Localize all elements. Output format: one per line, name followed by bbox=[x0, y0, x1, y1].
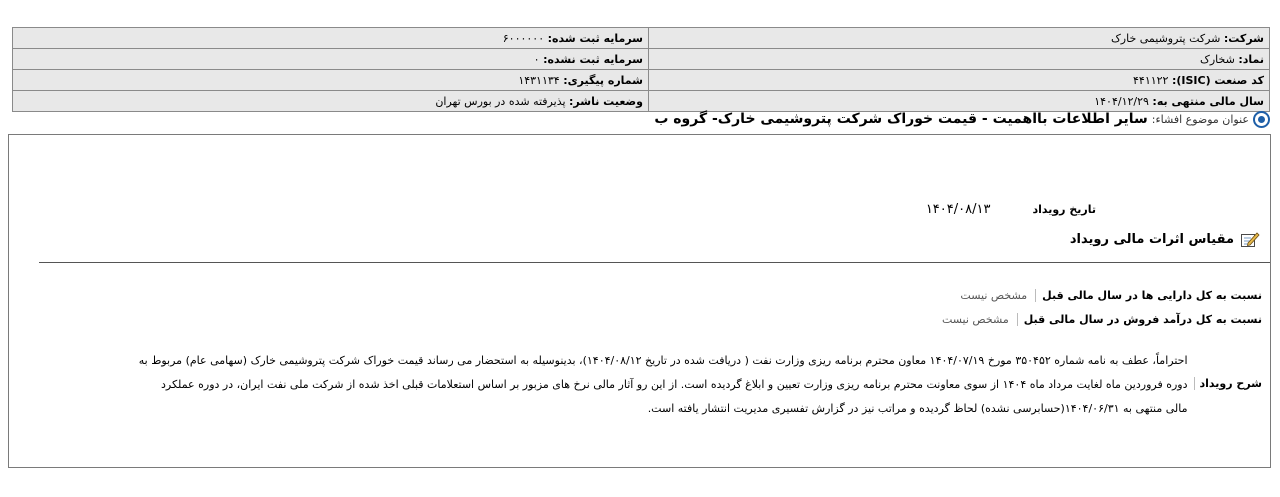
info-cell-unregistered-capital bbox=[13, 49, 649, 70]
info-cell-tracking bbox=[13, 70, 649, 91]
financial-impact-header bbox=[1070, 231, 1260, 248]
description-label: شرح رویداد bbox=[1194, 377, 1263, 390]
info-cell-isic bbox=[649, 70, 1270, 91]
fiscal-year-end: ۱۴۰۴/۱۲/۲۹ bbox=[1094, 94, 1149, 108]
info-cell-symbol bbox=[649, 49, 1270, 70]
isic-code: ۴۴۱۱۲۲ bbox=[1133, 73, 1169, 87]
event-panel bbox=[8, 134, 1271, 468]
info-label: شماره پیگیری: bbox=[563, 73, 643, 87]
target-icon bbox=[1253, 111, 1270, 128]
event-date-label: تاریخ رویداد bbox=[1032, 203, 1096, 216]
publisher-status: پذیرفته شده در بورس تهران bbox=[435, 94, 566, 108]
event-date-row bbox=[926, 202, 1096, 217]
subject-title: سایر اطلاعات بااهمیت - قیمت خوراک شرکت پتروشیمی خارک- گروه ب bbox=[654, 111, 1148, 127]
ratio-row-revenue bbox=[942, 313, 1262, 326]
info-label: سرمایه ثبت شده: bbox=[547, 31, 643, 45]
description-text: احتراماً، عطف به نامه شماره ۳۵۰۴۵۲ مورخ ۱۴۰۴/۰۷/۱۹ معاون محترم برنامه ریزی وزارت نفت ( دریافت شده در تاریخ ۱۴۰۴/۰۸/۱۲)، بدینوسیله به استحضار می رساند قیمت خوراک شرکت پتروشیمی خارک (سهامی عام) مربوط به دوره فروردین ماه لغایت مرداد ماه ۱۴۰۴ از سوی معاونت محترم برنامه ریزی وزارت تعیین و ابلاغ گردیده است. از این رو آثار مالی نرخ های مزبور بر اساس استعلامات قبلی اخذ شده از شرکت ملی نفت ایران، در دوره عملکرد مالی منتهی به ۱۴۰۴/۰۶/۳۱(حسابرسی نشده) لحاظ گردیده و مراتب نیز در گزارش تفسیری مدیریت انتشار یافته است. bbox=[138, 354, 1188, 415]
ratio-label: نسبت به کل دارایی ها در سال مالی قبل bbox=[1035, 289, 1262, 302]
ratio-value: مشخص نیست bbox=[960, 289, 1028, 302]
info-label: نماد: bbox=[1238, 52, 1264, 66]
event-description-row bbox=[137, 349, 1262, 421]
company-name: شرکت پتروشیمی خارک bbox=[1110, 31, 1221, 45]
section-divider bbox=[39, 262, 1270, 263]
ratio-row-assets bbox=[960, 289, 1262, 302]
subject-label: عنوان موضوع افشاء: bbox=[1151, 112, 1249, 126]
info-row bbox=[13, 28, 1270, 49]
info-row bbox=[13, 70, 1270, 91]
event-date-value: ۱۴۰۴/۰۸/۱۳ bbox=[925, 202, 991, 217]
info-label: کد صنعت (ISIC): bbox=[1171, 73, 1264, 87]
tracking-number: ۱۴۳۱۱۳۴ bbox=[518, 73, 560, 87]
ratio-label: نسبت به کل درآمد فروش در سال مالی قبل bbox=[1017, 313, 1262, 326]
section-title: مقیاس اثرات مالی رویداد bbox=[1069, 232, 1234, 247]
registered-capital: ۶۰۰۰۰۰۰ bbox=[502, 31, 545, 45]
info-label: شرکت: bbox=[1223, 31, 1264, 45]
info-label: سال مالی منتهی به: bbox=[1152, 94, 1264, 108]
disclosure-subject-row bbox=[12, 108, 1270, 130]
company-info-table bbox=[12, 27, 1270, 112]
info-cell-company bbox=[649, 28, 1270, 49]
info-row bbox=[13, 49, 1270, 70]
pencil-edit-icon bbox=[1240, 231, 1260, 248]
info-label: سرمایه ثبت نشده: bbox=[543, 52, 643, 66]
ratio-value: مشخص نیست bbox=[941, 313, 1009, 326]
info-cell-registered-capital bbox=[13, 28, 649, 49]
info-label: وضعیت ناشر: bbox=[569, 94, 643, 108]
ticker-symbol: شخارک bbox=[1199, 52, 1235, 66]
unregistered-capital: ۰ bbox=[533, 52, 540, 66]
